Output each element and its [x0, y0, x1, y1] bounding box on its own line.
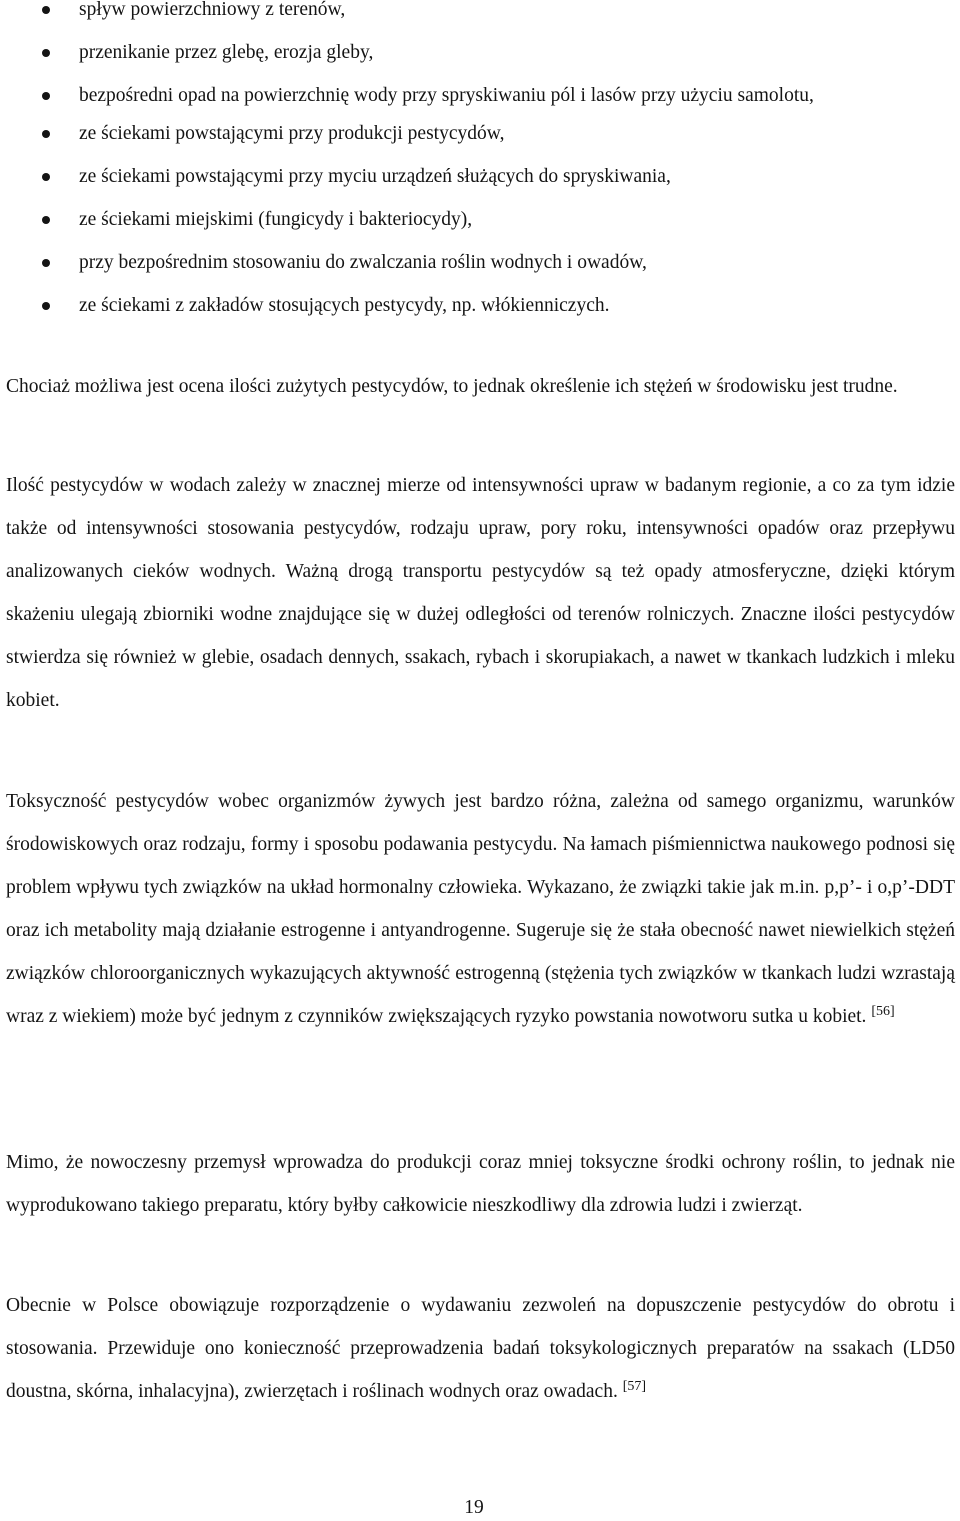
list-item	[6, 120, 955, 148]
paragraph-text: Obecnie w Polsce obowiązuje rozporządzenie o wydawaniu zezwoleń na dopuszczenie pestycydów do obrotu i stosowania. Przewiduje ono konieczność przeprowadzenia badań toksykologicznych preparatów na ssakach (LD50 doustna, skórna, inhalacyjna), zwierzętach i roślinach wodnych oraz owadach.	[6, 1295, 955, 1402]
paragraph: Mimo, że nowoczesny przemysł wprowadza do produkcji coraz mniej toksyczne środki ochrony roślin, to jednak nie wyprodukowano takiego preparatu, który byłby całkowicie nieszkodliwy dla zdrowia ludzi i zwierząt.	[6, 1152, 955, 1216]
list-item	[6, 292, 955, 320]
list-item	[6, 39, 955, 67]
bullet-icon	[42, 92, 50, 100]
list-item-text: spływ powierzchniowy z terenów,	[79, 0, 346, 20]
list-item-text: ze ściekami miejskimi (fungicydy i bakteriocydy),	[79, 209, 473, 230]
list-item-text: ze ściekami powstającymi przy myciu urządzeń służących do spryskiwania,	[79, 166, 671, 187]
bullet-icon	[42, 130, 50, 138]
paragraph	[6, 780, 955, 1038]
bullet-list	[6, 0, 955, 320]
list-item	[6, 163, 955, 191]
bullet-icon	[42, 6, 50, 14]
bullet-icon	[42, 302, 50, 310]
paragraph-text: Toksyczność pestycydów wobec organizmów żywych jest bardzo różna, zależna od samego organizmu, warunków środowiskowych oraz rodzaju, formy i sposobu podawania pestycydu. Na łamach piśmiennictwa naukowego podnosi się problem wpływu tych związków na układ hormonalny człowieka. Wykazano, że związki takie jak m.in. p,p’- i o,p’-DDT oraz ich metabolity mają działanie estrogenne i antyandrogenne. Sugeruje się że stała obecność nawet niewielkich stężeń związków chloroorganicznych wykazujących aktywność estrogenną (stężenia tych związków w tkankach ludzi wzrastają wraz z wiekiem) może być jednym z czynników zwiększających ryzyko powstania nowotworu sutka u kobiet.	[6, 791, 955, 1027]
list-item-text: ze ściekami z zakładów stosujących pestycydy, np. włókienniczych.	[79, 295, 610, 316]
bullet-icon	[42, 49, 50, 57]
citation-reference: [56]	[871, 1004, 895, 1019]
list-item-text: ze ściekami powstającymi przy produkcji pestycydów,	[79, 123, 505, 144]
paragraph	[6, 1284, 955, 1413]
bullet-icon	[42, 173, 50, 181]
list-item	[6, 0, 955, 24]
document-page	[6, 0, 955, 1402]
citation-reference: [57]	[622, 1379, 647, 1394]
paragraph: Chociaż możliwa jest ocena ilości zużytych pestycydów, to jednak określenie ich stężeń w środowisku jest trudne.	[6, 376, 898, 397]
list-item-text: bezpośredni opad na powierzchnię wody przy spryskiwaniu pól i lasów przy użyciu samolotu,	[79, 85, 814, 106]
paragraph: Ilość pestycydów w wodach zależy w znacznej mierze od intensywności upraw w badanym regionie, a co za tym idzie także od intensywności stosowania pestycydów, rodzaju upraw, pory roku, intensywności opadów oraz przepływu analizowanych cieków wodnych. Ważną drogą transportu pestycydów są też opady atmosferyczne, dzięki którym skażeniu ulegają zbiorniki wodne znajdujące się w dużej odległości od terenów rolniczych. Znaczne ilości pestycydów stwierdza się również w glebie, osadach dennych, ssakach, rybach i skorupiakach, a nawet w tkankach ludzkich i mleku kobiet.	[6, 475, 955, 711]
page-number: 19	[464, 1497, 484, 1518]
bullet-icon	[42, 259, 50, 267]
list-item-text: przenikanie przez glebę, erozja gleby,	[79, 42, 374, 63]
list-item-text: przy bezpośrednim stosowaniu do zwalczania roślin wodnych i owadów,	[79, 252, 647, 273]
list-item	[6, 206, 955, 234]
bullet-icon	[42, 216, 50, 224]
list-item	[6, 249, 955, 277]
list-item	[6, 82, 955, 110]
